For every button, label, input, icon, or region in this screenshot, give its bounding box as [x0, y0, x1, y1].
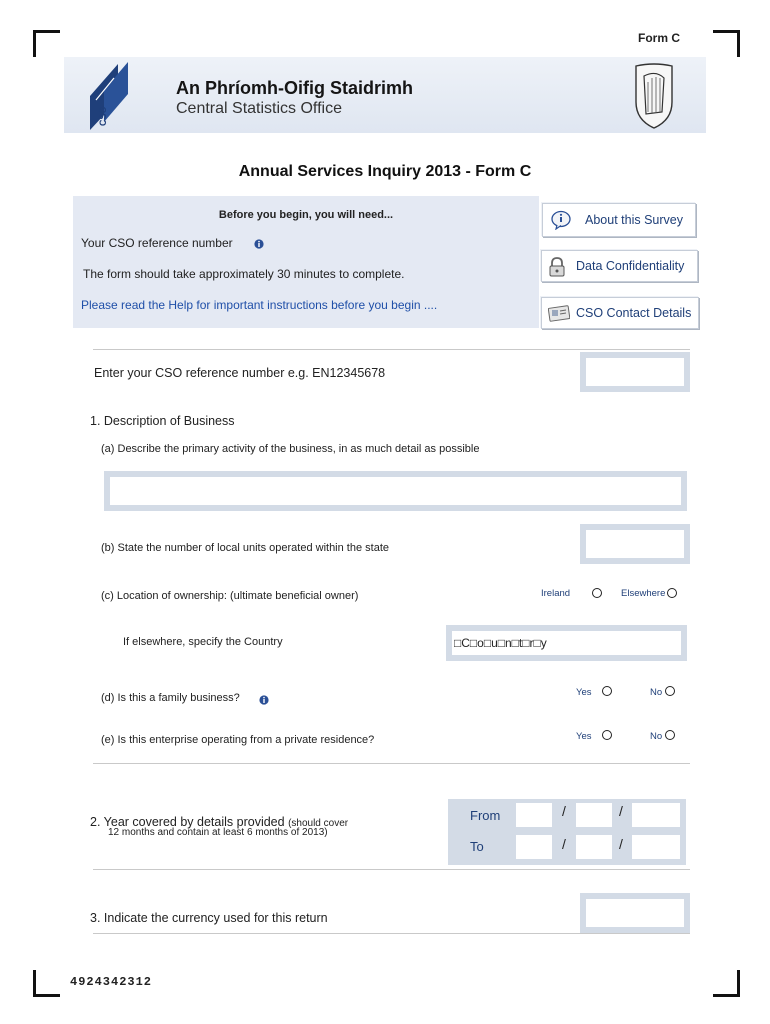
- divider: [93, 763, 690, 764]
- q2-note-b: 12 months and contain at least 6 months of 2013): [108, 827, 328, 838]
- q3-title: 3. Indicate the currency used for this return: [90, 911, 328, 925]
- data-confidentiality-button[interactable]: [541, 250, 698, 282]
- cso-contact-label: CSO Contact Details: [576, 306, 692, 320]
- country-field-value: □C□o□u□n□t□r□y: [454, 636, 547, 650]
- org-name-english: Central Statistics Office: [176, 100, 342, 117]
- help-instructions-link[interactable]: Please read the Help for important instructions before you begin ....: [81, 298, 438, 312]
- family-yes-label: Yes: [576, 687, 592, 698]
- elsewhere-option-label: Elsewhere: [621, 588, 666, 599]
- local-units-field[interactable]: [580, 524, 690, 564]
- date-separator: /: [619, 803, 623, 819]
- barcode-number: 4924342312: [70, 975, 153, 989]
- to-label: To: [470, 839, 484, 854]
- period-date-fields: [448, 799, 686, 865]
- date-separator: /: [562, 836, 566, 852]
- family-no-label: No: [650, 687, 663, 698]
- from-month-field[interactable]: [576, 803, 612, 827]
- form-code: Form C: [638, 31, 680, 45]
- contact-card-icon: [548, 304, 570, 325]
- harp-crest-icon: [628, 62, 680, 132]
- divider: [93, 933, 690, 934]
- ireland-option-label: Ireland: [541, 588, 571, 599]
- from-day-field[interactable]: [516, 803, 552, 827]
- corner-mark-top-right: [713, 30, 740, 57]
- q2-note-a: (should cover: [288, 818, 349, 829]
- reference-number-prompt: Enter your CSO reference number e.g. EN12345678: [94, 366, 386, 380]
- about-survey-label: About this Survey: [585, 213, 683, 227]
- q1c-label: (c) Location of ownership: (ultimate beneficial owner): [101, 590, 359, 602]
- time-estimate-line: The form should take approximately 30 minutes to complete.: [83, 267, 405, 281]
- q1e-label: (e) Is this enterprise operating from a private residence?: [101, 734, 375, 746]
- to-day-field[interactable]: [516, 835, 552, 859]
- corner-mark-bottom-right: [713, 970, 740, 997]
- from-label: From: [470, 808, 501, 823]
- country-label: If elsewhere, specify the Country: [123, 636, 283, 648]
- q1b-label: (b) State the number of local units operated within the state: [101, 542, 389, 554]
- to-month-field[interactable]: [576, 835, 612, 859]
- country-field[interactable]: [446, 625, 687, 661]
- q2-title-text: 2. Year covered by details provided: [90, 815, 285, 829]
- date-separator: /: [619, 836, 623, 852]
- cso-logo-text: CSO: [98, 106, 108, 126]
- q1d-label: (d) Is this a family business?: [101, 692, 240, 704]
- cso-logo: [84, 60, 144, 132]
- cso-contact-button[interactable]: [541, 297, 699, 329]
- q1-title: 1. Description of Business: [90, 414, 235, 428]
- padlock-icon: [548, 257, 566, 280]
- info-heading: Before you begin, you will need...: [218, 209, 394, 221]
- from-year-field[interactable]: [632, 803, 680, 827]
- org-name-irish: An Phríomh-Oifig Staidrimh: [176, 78, 413, 98]
- q1a-label: (a) Describe the primary activity of the business, in as much detail as possible: [101, 443, 480, 455]
- residence-yes-radio[interactable]: [602, 730, 612, 740]
- date-separator: /: [562, 803, 566, 819]
- residence-no-label: No: [650, 731, 663, 742]
- data-confidentiality-label: Data Confidentiality: [576, 259, 685, 273]
- corner-mark-top-left: [33, 30, 60, 57]
- divider: [93, 869, 690, 870]
- divider: [93, 349, 690, 350]
- page-title: Annual Services Inquiry 2013 - Form C: [238, 163, 532, 180]
- primary-activity-field[interactable]: [104, 471, 687, 511]
- reference-number-line: Your CSO reference number: [81, 236, 233, 250]
- about-survey-button[interactable]: [542, 203, 696, 237]
- to-year-field[interactable]: [632, 835, 680, 859]
- info-speech-icon: [551, 210, 571, 233]
- residence-no-radio[interactable]: [665, 730, 675, 740]
- family-yes-radio[interactable]: [602, 686, 612, 696]
- currency-field[interactable]: [580, 893, 690, 933]
- residence-yes-label: Yes: [576, 731, 592, 742]
- before-you-begin-panel: [73, 196, 539, 328]
- family-no-radio[interactable]: [665, 686, 675, 696]
- ireland-radio[interactable]: [592, 588, 602, 598]
- reference-number-field[interactable]: [580, 352, 690, 392]
- corner-mark-bottom-left: [33, 970, 60, 997]
- info-icon[interactable]: [254, 236, 264, 246]
- elsewhere-radio[interactable]: [667, 588, 677, 598]
- family-business-info-icon[interactable]: [259, 692, 269, 702]
